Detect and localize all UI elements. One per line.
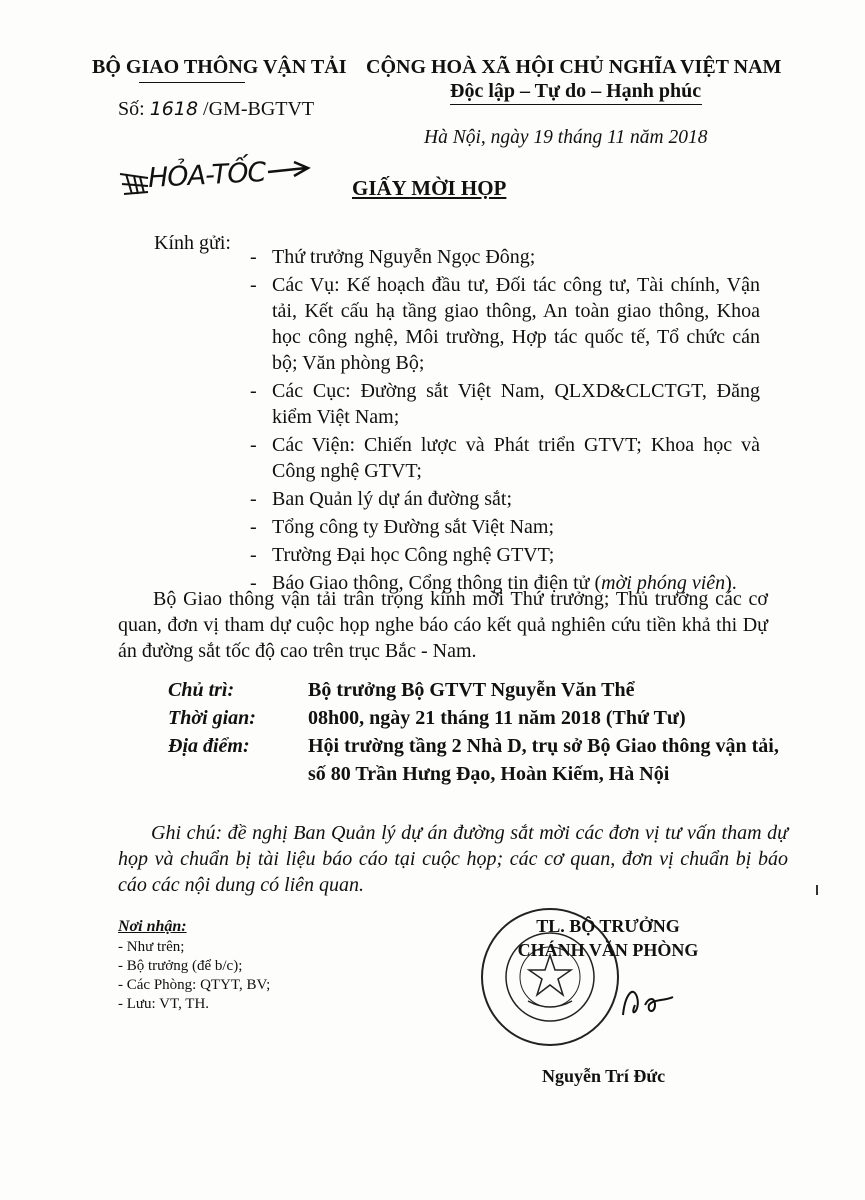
detail-time [168, 704, 788, 732]
recipient-list [250, 244, 760, 598]
receiver-item: - Các Phòng: QTYT, BV; [118, 977, 271, 993]
document-title: GIẤY MỜI HỌP [352, 176, 507, 200]
chair-label: Chủ trì: [168, 679, 235, 701]
doc-number-handwritten: 1618 [149, 98, 199, 120]
place-label: Địa điểm: [168, 735, 250, 757]
document-number [118, 98, 314, 121]
note-paragraph: Ghi chú: đề nghị Ban Quản lý dự án đường sắt mời các đơn vị tư vấn tham dự họp và chuẩn bị tài liệu báo cáo tại cuộc họp; các cơ quan, đơn vị chuẩn bị báo cáo các nội dung có liên quan. [118, 822, 788, 896]
recipient-item: - Tổng công ty Đường sắt Việt Nam; [250, 514, 760, 540]
national-motto: Độc lập – Tự do – Hạnh phúc [450, 80, 702, 102]
detail-place [168, 732, 788, 788]
place-value: Hội trường tầng 2 Nhà D, trụ sở Bộ Giao thông vận tải, số 80 Trần Hưng Đạo, Hoàn Kiếm, Hà Nội [308, 735, 779, 785]
ministry-underline [139, 82, 245, 83]
receivers-list [118, 938, 270, 1014]
republic-name: CỘNG HOÀ XÃ HỘI CHỦ NGHĨA VIỆT NAM [366, 56, 782, 78]
urgent-stamp-text: HỎA-TỐC [147, 156, 267, 195]
recipient-last-prefix: Báo Giao thông, Cổng thông tin điện tử ( [272, 572, 602, 594]
chair-value: Bộ trưởng Bộ GTVT Nguyễn Văn Thể [308, 679, 635, 701]
recipient-last-italic: mời phóng viên [601, 572, 726, 594]
signature-line2: CHÁNH VĂN PHÒNG [517, 940, 699, 960]
receiver-item: - Lưu: VT, TH. [118, 996, 210, 1012]
date-line: Hà Nội, ngày 19 tháng 11 năm 2018 [424, 127, 708, 148]
invitation-body: Bộ Giao thông vận tải trân trọng kính mời Thứ trưởng; Thủ trưởng các cơ quan, đơn vị tham dự cuộc họp nghe báo cáo kết quả nghiên cứu tiền khả thi Dự án đường sắt tốc độ cao trên trục Bắc - Nam. [118, 588, 768, 662]
receiver-item: - Như trên; [118, 939, 185, 955]
recipient-label: Kính gửi: [154, 232, 231, 254]
meeting-details [168, 676, 788, 788]
urgent-stamp [118, 156, 318, 206]
signer-name: Nguyễn Trí Đức [542, 1066, 666, 1086]
signature-block [508, 914, 708, 962]
time-value: 08h00, ngày 21 tháng 11 năm 2018 (Thứ Tư) [308, 707, 686, 729]
ministry-name: BỘ GIAO THÔNG VẬN TẢI [92, 56, 347, 78]
doc-number-suffix: /GM-BGTVT [203, 98, 315, 120]
handwritten-signature-icon [615, 975, 705, 1035]
recipient-item: - Ban Quản lý dự án đường sắt; [250, 486, 760, 512]
receiver-item: - Bộ trưởng (để b/c); [118, 958, 243, 974]
recipient-item: - Trường Đại học Công nghệ GTVT; [250, 542, 760, 568]
recipient-item: - Thứ trưởng Nguyễn Ngọc Đông; [250, 244, 760, 270]
recipient-item: - Các Viện: Chiến lược và Phát triển GTVT; Khoa học và Công nghệ GTVT; [250, 432, 760, 484]
time-label: Thời gian: [168, 707, 256, 729]
doc-number-prefix: Số: [118, 98, 145, 120]
receivers-title: Nơi nhận: [118, 918, 187, 935]
recipient-item: - Các Vụ: Kế hoạch đầu tư, Đối tác công tư, Tài chính, Vận tải, Kết cấu hạ tầng giao thông, An toàn giao thông, Khoa học công nghệ, Môi trường, Hợp tác quốc tế, Tổ chức cán bộ; Văn phòng Bộ; [250, 272, 760, 376]
recipient-last-suffix: ). [725, 572, 737, 594]
scan-mark [816, 885, 818, 895]
signature-line1: TL. BỘ TRƯỞNG [536, 916, 680, 936]
detail-chair [168, 676, 788, 704]
motto-underline [450, 104, 702, 105]
recipient-item: - Các Cục: Đường sắt Việt Nam, QLXD&CLCTGT, Đăng kiểm Việt Nam; [250, 378, 760, 430]
